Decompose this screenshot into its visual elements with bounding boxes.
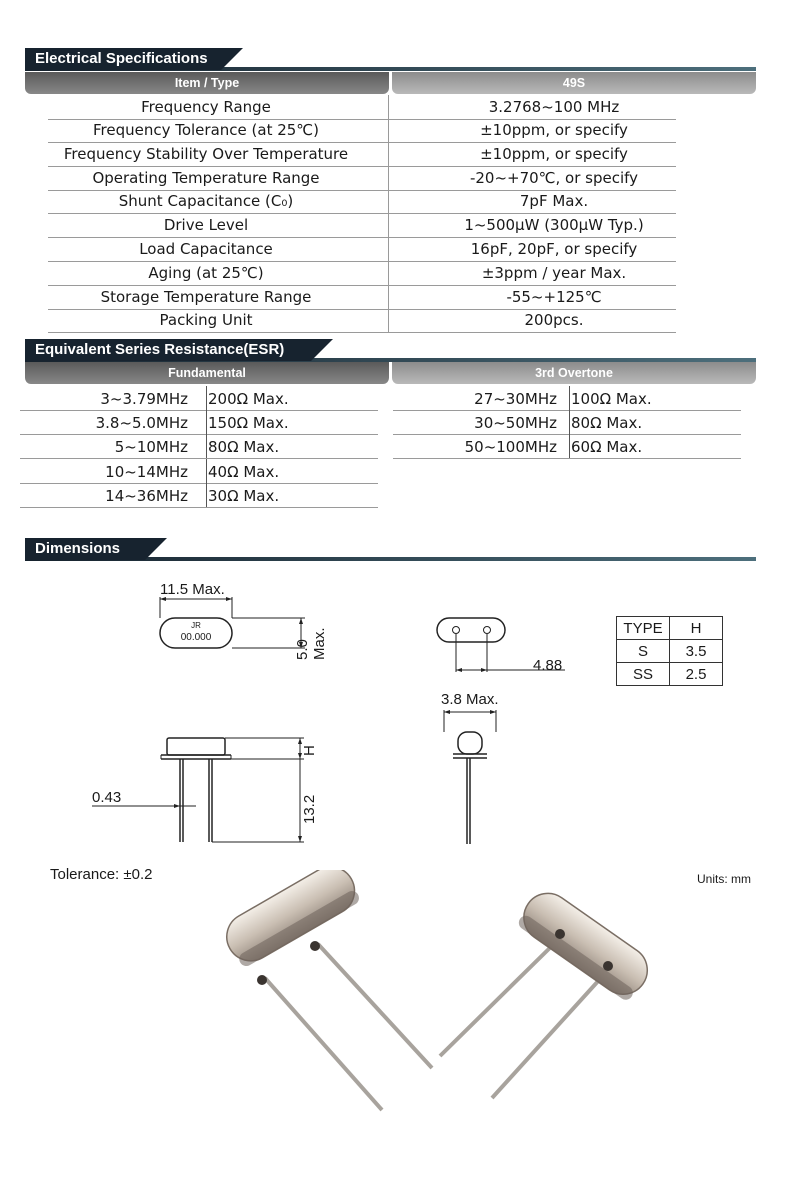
body-h-label: H [301, 745, 318, 756]
column-divider [569, 410, 570, 434]
column-divider [206, 386, 207, 410]
marking-line1: JR [191, 621, 201, 630]
spec-value: ±10ppm, or specify [480, 145, 628, 163]
col-fundamental: Fundamental [25, 362, 389, 384]
spec-row [48, 118, 676, 143]
esr-resistance: 200Ω Max. [208, 390, 289, 408]
pin-pitch-label: 4.88 [533, 657, 563, 674]
esr-frequency: 27~30MHz [474, 390, 557, 408]
spec-row [48, 213, 676, 238]
esr-fundamental-row [20, 483, 378, 508]
pin-hole-icon [453, 627, 460, 634]
esr-fundamental-row [20, 410, 378, 435]
spec-item: Frequency Range [141, 98, 271, 116]
type-head: TYPE [617, 617, 670, 640]
dimensions-title: Dimensions [25, 538, 145, 560]
lead-diameter-label: 0.43 [92, 789, 122, 806]
thickness-label: 3.8 Max. [441, 691, 499, 708]
spec-item: Storage Temperature Range [100, 288, 312, 306]
esr-frequency: 3~3.79MHz [100, 390, 188, 408]
marking-line2: 00.000 [180, 632, 212, 643]
esr-overtone-row [393, 386, 741, 411]
esr-frequency: 3.8~5.0MHz [95, 414, 188, 432]
spec-row [48, 237, 676, 262]
esr-fundamental-row [20, 434, 378, 459]
esr-resistance: 80Ω Max. [208, 438, 280, 456]
col-overtone: 3rd Overtone [392, 362, 756, 384]
column-divider [206, 459, 207, 483]
crystal-end-view [437, 618, 505, 642]
spec-value: 7pF Max. [519, 192, 589, 210]
height-label: 5.0 Max. [294, 627, 328, 660]
spec-value: -20~+70℃, or specify [469, 169, 639, 187]
esr-resistance: 30Ω Max. [208, 487, 280, 505]
type-cell: SS [617, 663, 670, 686]
esr-overtone-row [393, 434, 741, 459]
esr-resistance: 60Ω Max. [571, 438, 643, 456]
width-label: 11.5 Max. [160, 581, 225, 598]
spec-value: 200pcs. [524, 311, 584, 329]
esr-frequency: 50~100MHz [464, 438, 557, 456]
tolerance-note: Tolerance: ±0.2 [50, 866, 153, 883]
column-divider [206, 410, 207, 434]
h-cell: 2.5 [670, 663, 723, 686]
crystal-thin-end [458, 732, 482, 754]
spec-row [48, 261, 676, 286]
esr-resistance: 80Ω Max. [571, 414, 643, 432]
esr-title: Equivalent Series Resistance(ESR) [25, 339, 311, 361]
dimension-drawing [0, 560, 790, 860]
esr-frequency: 5~10MHz [114, 438, 188, 456]
spec-item: Shunt Capacitance (C₀) [118, 192, 294, 210]
spec-value: 3.2768~100 MHz [488, 98, 620, 116]
spec-row [48, 166, 676, 191]
esr-frequency: 30~50MHz [474, 414, 557, 432]
esr-frequency: 10~14MHz [105, 463, 188, 481]
spec-item: Frequency Stability Over Temperature [63, 145, 349, 163]
spec-item: Frequency Tolerance (at 25℃) [92, 121, 320, 139]
esr-frequency: 14~36MHz [105, 487, 188, 505]
spec-item: Aging (at 25℃) [148, 264, 264, 282]
crystal-side-body [167, 738, 225, 755]
product-photo [190, 870, 670, 1120]
esr-overtone-row [393, 410, 741, 435]
pin-hole-icon [484, 627, 491, 634]
col-49s: 49S [392, 72, 756, 94]
spec-row [48, 285, 676, 310]
esr-resistance: 150Ω Max. [208, 414, 289, 432]
esr-resistance: 40Ω Max. [208, 463, 280, 481]
type-cell: S [617, 640, 670, 663]
h-cell: 3.5 [670, 640, 723, 663]
esr-resistance: 100Ω Max. [571, 390, 652, 408]
spec-value: ±10ppm, or specify [480, 121, 628, 139]
column-divider [569, 434, 570, 458]
column-divider [206, 434, 207, 458]
esr-fundamental-row [20, 459, 378, 484]
h-head: H [670, 617, 723, 640]
spec-row [48, 308, 676, 333]
electrical-title: Electrical Specifications [25, 48, 221, 70]
units-note: Units: mm [697, 872, 751, 886]
crystal-photo-right [440, 884, 657, 1098]
lead-length-label: 13.2 [301, 794, 318, 824]
spec-value: 16pF, 20pF, or specify [470, 240, 638, 258]
spec-value: ±3ppm / year Max. [481, 264, 627, 282]
electrical-section-header [25, 48, 756, 74]
spec-row [48, 189, 676, 214]
spec-value: 1~500μW (300μW Typ.) [464, 216, 644, 234]
crystal-photo-left [218, 870, 432, 1110]
column-divider [569, 386, 570, 410]
spec-value: -55~+125℃ [506, 288, 602, 306]
spec-row [48, 95, 676, 120]
spec-item: Load Capacitance [139, 240, 273, 258]
column-divider [206, 483, 207, 507]
spec-item: Operating Temperature Range [92, 169, 320, 187]
spec-item: Drive Level [163, 216, 249, 234]
esr-fundamental-row [20, 386, 378, 411]
spec-row [48, 142, 676, 167]
type-height-table [616, 616, 723, 686]
col-item-type: Item / Type [25, 72, 389, 94]
spec-item: Packing Unit [159, 311, 253, 329]
